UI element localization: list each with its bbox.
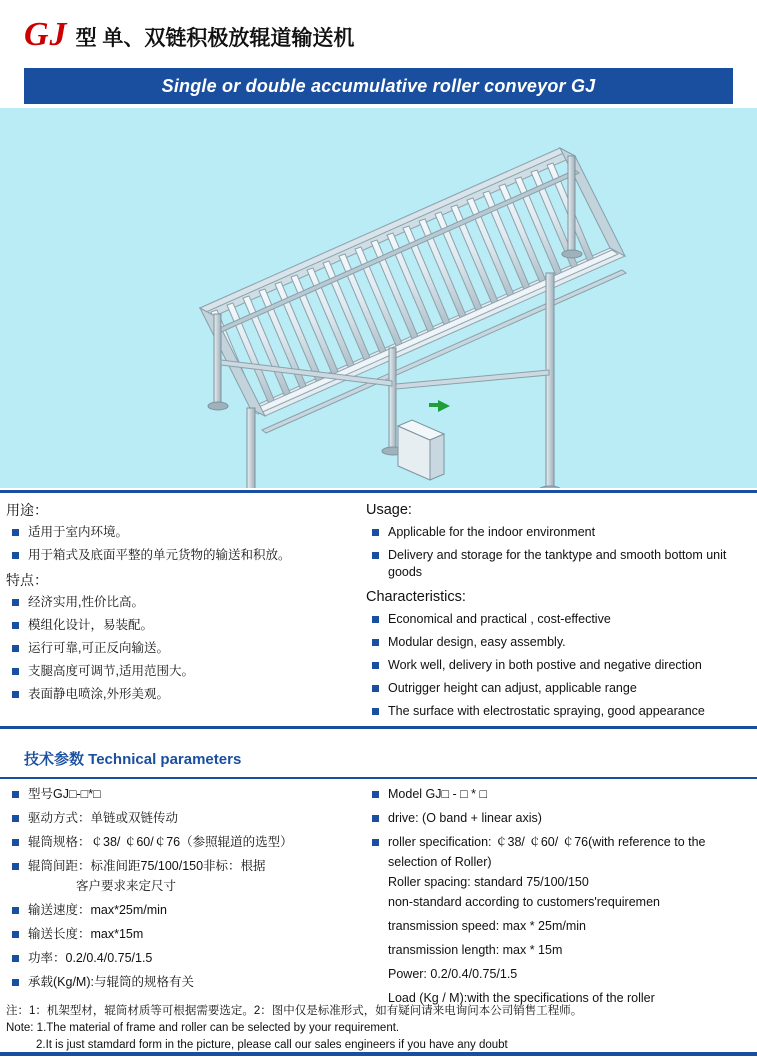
- tech-params-label: 技术参数 Technical parameters: [24, 751, 242, 768]
- note-cn: 注：1：机架型材，辊筒材质等可根据需要选定。2：图中仅是标准形式，如有疑问请来电询问本公司销售工程师。: [6, 1005, 583, 1017]
- list-item: 承载(Kg/M):与辊筒的规格有关: [6, 974, 366, 991]
- tech-params-en: [366, 786, 756, 1014]
- page-title-cn: 型 单、双链积极放辊道输送机: [75, 27, 355, 50]
- page-title-en: Single or double accumulative roller conveyor GJ: [161, 76, 596, 96]
- conveyor-drawing-icon: [0, 108, 757, 488]
- list-item: 辊筒间距：标准间距75/100/150非标：根据: [6, 858, 366, 875]
- characteristics-list-cn: [6, 594, 366, 703]
- list-item: 经济实用,性价比高。: [6, 594, 366, 611]
- list-item: Model GJ□ - □ * □: [366, 786, 756, 803]
- list-item: 运行可靠,可正反向输送。: [6, 640, 366, 657]
- list-item-continuation: selection of Roller): [388, 855, 492, 869]
- note-en-2: 2.It is just stamdard form in the picture, please call our sales engineers if you have any doubt: [36, 1039, 508, 1051]
- list-item: Power: 0.2/0.4/0.75/1.5: [388, 967, 518, 981]
- list-item: drive: (O band + linear axis): [366, 810, 756, 827]
- title-banner: [24, 68, 733, 104]
- list-item: Delivery and storage for the tanktype and smooth bottom unit goods: [366, 547, 751, 581]
- list-item: Outrigger height can adjust, applicable range: [366, 680, 751, 697]
- characteristics-heading-en: Characteristics:: [366, 589, 466, 605]
- list-item: 型号GJ□-□*□: [6, 786, 366, 803]
- usage-characteristics-cn: [6, 500, 366, 709]
- page-title: [24, 18, 354, 52]
- list-item: 功率：0.2/0.4/0.75/1.5: [6, 950, 366, 967]
- characteristics-list-en: [366, 611, 751, 720]
- footer-notes: [6, 1003, 751, 1054]
- list-item-continuation: 客户要求来定尺寸: [76, 879, 177, 893]
- tech-params-cn: [6, 786, 366, 998]
- list-item: 用于箱式及底面平整的单元货物的输送和积放。: [6, 547, 366, 564]
- tech-params-list-en: [366, 786, 756, 1007]
- list-item: 支腿高度可调节,适用范围大。: [6, 663, 366, 680]
- list-item: 驱动方式：单链或双链传动: [6, 810, 366, 827]
- tech-params-list-cn: [6, 786, 366, 991]
- divider-top: [0, 490, 757, 493]
- usage-characteristics-en: [366, 500, 751, 726]
- usage-list-cn: [6, 524, 366, 564]
- list-item: 输送速度：max*25m/min: [6, 902, 366, 919]
- model-mark: GJ: [24, 16, 68, 53]
- list-item: Load (Kg / M):with the specifications of the roller: [388, 991, 655, 1005]
- list-item: The surface with electrostatic spraying, good appearance: [366, 703, 751, 720]
- list-item: transmission length: max * 15m: [388, 943, 563, 957]
- tech-params-header: [0, 744, 757, 774]
- list-item: 模组化设计，易装配。: [6, 617, 366, 634]
- divider-tech-top: [0, 726, 757, 729]
- divider-tech-bottom: [0, 777, 757, 779]
- list-item: Modular design, easy assembly.: [366, 634, 751, 651]
- list-item: 辊筒规格：￠38/ ￠60/￠76（参照辊道的选型）: [6, 834, 366, 851]
- list-item: Applicable for the indoor environment: [366, 524, 751, 541]
- list-item-continuation: Roller spacing: standard 75/100/150: [388, 875, 589, 889]
- note-en-1: Note: 1.The material of frame and roller can be selected by your requirement.: [6, 1022, 400, 1034]
- product-illustration: [0, 108, 757, 488]
- usage-list-en: [366, 524, 751, 581]
- list-item-continuation: non-standard according to customers'requiremen: [388, 895, 660, 909]
- characteristics-heading-cn: 特点：: [6, 572, 48, 588]
- usage-heading-en: Usage:: [366, 502, 412, 518]
- list-item: Work well, delivery in both postive and negative direction: [366, 657, 751, 674]
- list-item: 适用于室内环境。: [6, 524, 366, 541]
- list-item: transmission speed: max * 25m/min: [388, 919, 586, 933]
- list-item: 表面静电喷涂,外形美观。: [6, 686, 366, 703]
- list-item: Economical and practical , cost-effective: [366, 611, 751, 628]
- list-item: 输送长度：max*15m: [6, 926, 366, 943]
- divider-bottom: [0, 1052, 757, 1056]
- list-item: roller specification: ￠38/ ￠60/ ￠76(with reference to the: [366, 834, 756, 851]
- usage-heading-cn: 用途：: [6, 502, 48, 518]
